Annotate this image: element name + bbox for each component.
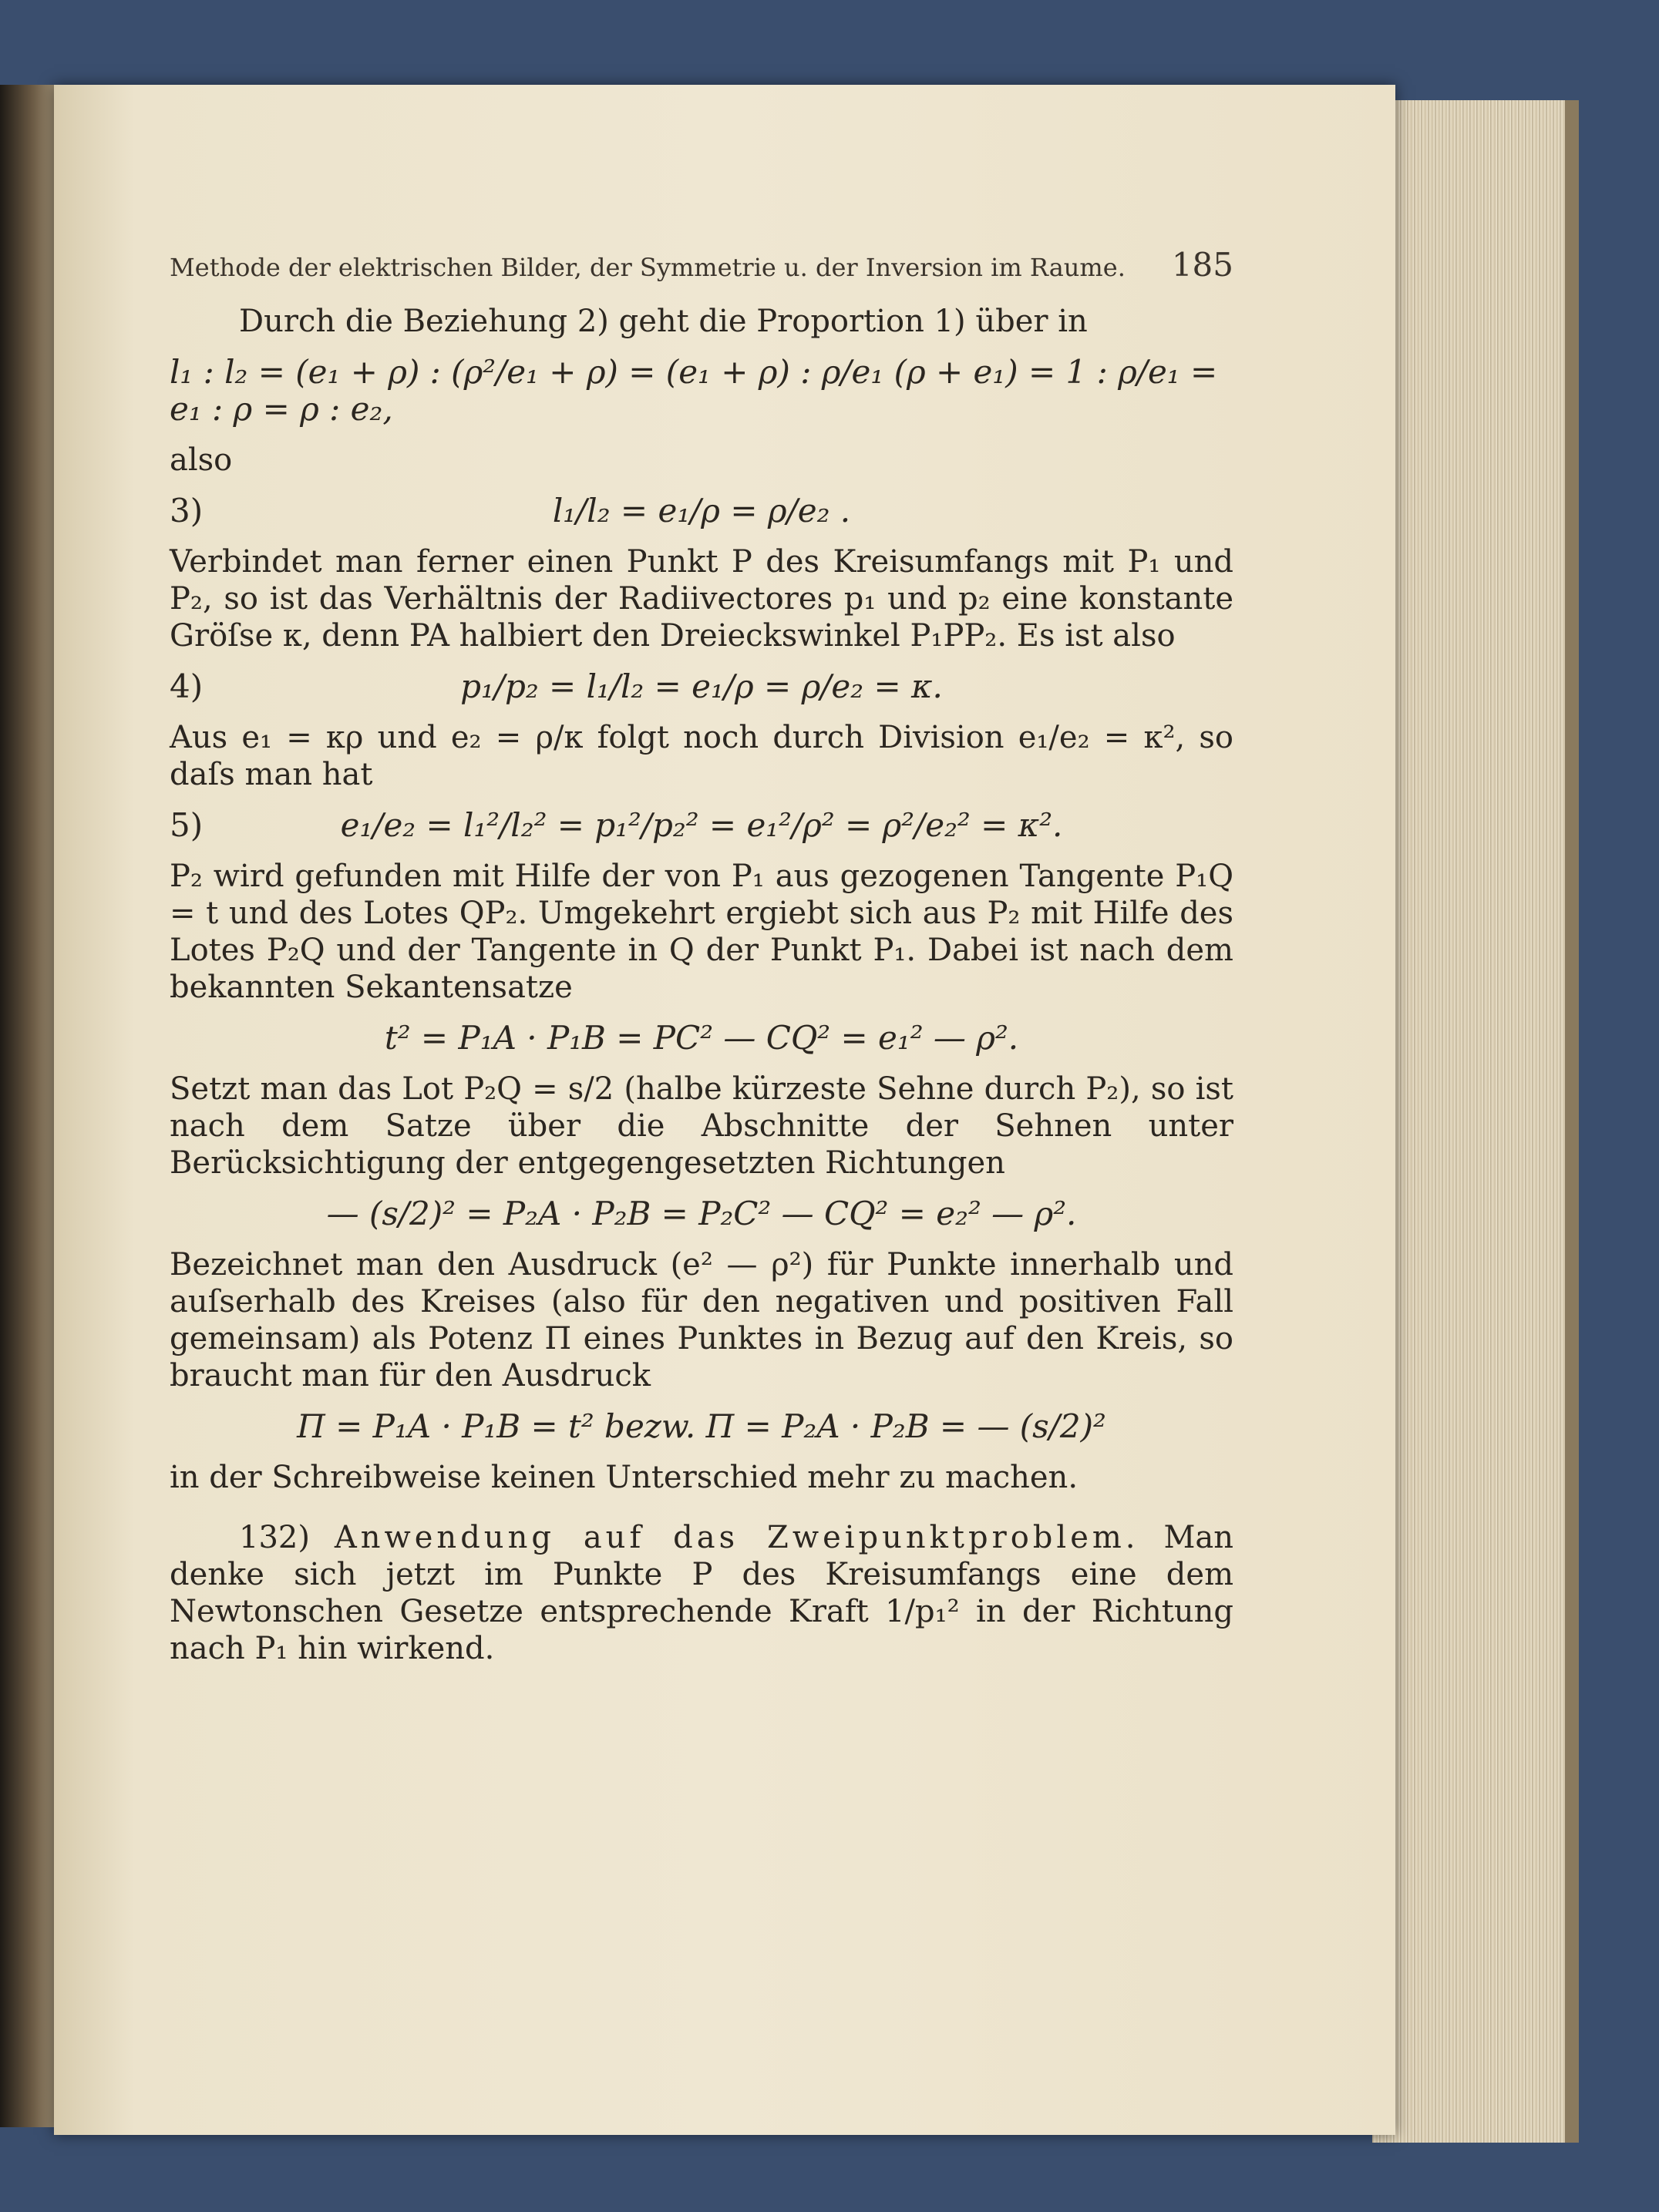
equation-4 — [170, 668, 1233, 705]
running-title: Methode der elektrischen Bilder, der Symmetrie u. der Inversion im Raume. — [170, 253, 1126, 282]
also-text: also — [170, 442, 233, 478]
paragraph-8 — [170, 1519, 1233, 1667]
equation-proportion — [170, 354, 1233, 428]
equation-8-text: Π = P₁A · P₁B = t² bezw. Π = P₂A · P₂B = — (s/2)² — [297, 1407, 1106, 1445]
page-edges — [1372, 100, 1579, 2143]
equation-proportion-text: l₁ : l₂ = (e₁ + ρ) : (ρ²/e₁ + ρ) = (e₁ + ρ) : ρ/e₁ (ρ + e₁) = 1 : ρ/e₁ = e₁ : ρ = ρ : e₂, — [170, 353, 1218, 428]
equation-3-label: 3) — [170, 492, 204, 529]
equation-3-text: l₁/l₂ = e₁/ρ = ρ/e₂ . — [552, 492, 851, 529]
equation-5 — [170, 807, 1233, 844]
equation-8 — [170, 1408, 1233, 1445]
page-text — [170, 247, 1233, 1667]
section-number: 132) — [239, 1520, 310, 1555]
page-number: 185 — [1171, 246, 1233, 284]
paragraph-2: Verbindet man ferner einen Punkt P des Kreisumfangs mit P₁ und P₂, so ist das Verhältnis der Radiivectores p₁ und p₂ eine konstante Gröſse κ, denn PA halbiert den Dreieckswinkel P₁PP₂. Es ist also — [170, 544, 1233, 654]
paragraph-6: Bezeichnet man den Ausdruck (e² — ρ²) für Punkte innerhalb und auſserhalb des Kreises (also für den negativen und positiven Fall gemeinsam) als Potenz Π eines Punktes in Bezug auf den Kreis, so braucht man für den Ausdruck — [170, 1247, 1233, 1393]
running-header — [170, 247, 1233, 286]
paragraph-4: P₂ wird gefunden mit Hilfe der von P₁ aus gezogenen Tangente P₁Q = t und des Lotes QP₂. Umgekehrt ergiebt sich aus P₂ mit Hilfe des Lotes P₂Q und der Tangente in Q der Punkt P₁. Dabei ist nach dem bekannten Sekantensatze — [170, 859, 1233, 1005]
paragraph-7: in der Schreibweise keinen Unterschied mehr zu machen. — [170, 1460, 1079, 1495]
paragraph-3: Aus e₁ = κρ und e₂ = ρ/κ folgt noch durch Division e₁/e₂ = κ², so daſs man hat — [170, 720, 1233, 792]
equation-6-text: t² = P₁A · P₁B = PC² — CQ² = e₁² — ρ². — [384, 1019, 1019, 1057]
equation-7 — [170, 1195, 1233, 1232]
equation-4-text: p₁/p₂ = l₁/l₂ = e₁/ρ = ρ/e₂ = κ. — [460, 667, 943, 705]
equation-3 — [170, 492, 1233, 529]
equation-5-text: e₁/e₂ = l₁²/l₂² = p₁²/p₂² = e₁²/ρ² = ρ²/e₂² = κ². — [340, 806, 1063, 844]
paragraph-1: Durch die Beziehung 2) geht die Proportion 1) über in — [239, 304, 1088, 339]
book-page — [54, 85, 1395, 2135]
equation-4-label: 4) — [170, 667, 204, 705]
equation-6 — [170, 1020, 1233, 1057]
section-title: Anwendung auf das Zweipunktproblem. — [334, 1520, 1139, 1555]
equation-7-text: — (s/2)² = P₂A · P₂B = P₂C² — CQ² = e₂² — ρ². — [326, 1195, 1077, 1232]
equation-5-label: 5) — [170, 806, 204, 844]
section-text: Man denke sich jetzt im Punkte P des Kreisumfangs eine dem Newtonschen Gesetze entsprechende Kraft 1/p₁² in der Richtung nach P₁ hin wirkend. — [170, 1520, 1234, 1666]
paragraph-5: Setzt man das Lot P₂Q = s/2 (halbe kürzeste Sehne durch P₂), so ist nach dem Satze über die Abschnitte der Sehnen unter Berücksichtigung der entgegengesetzten Richtungen — [170, 1071, 1233, 1181]
